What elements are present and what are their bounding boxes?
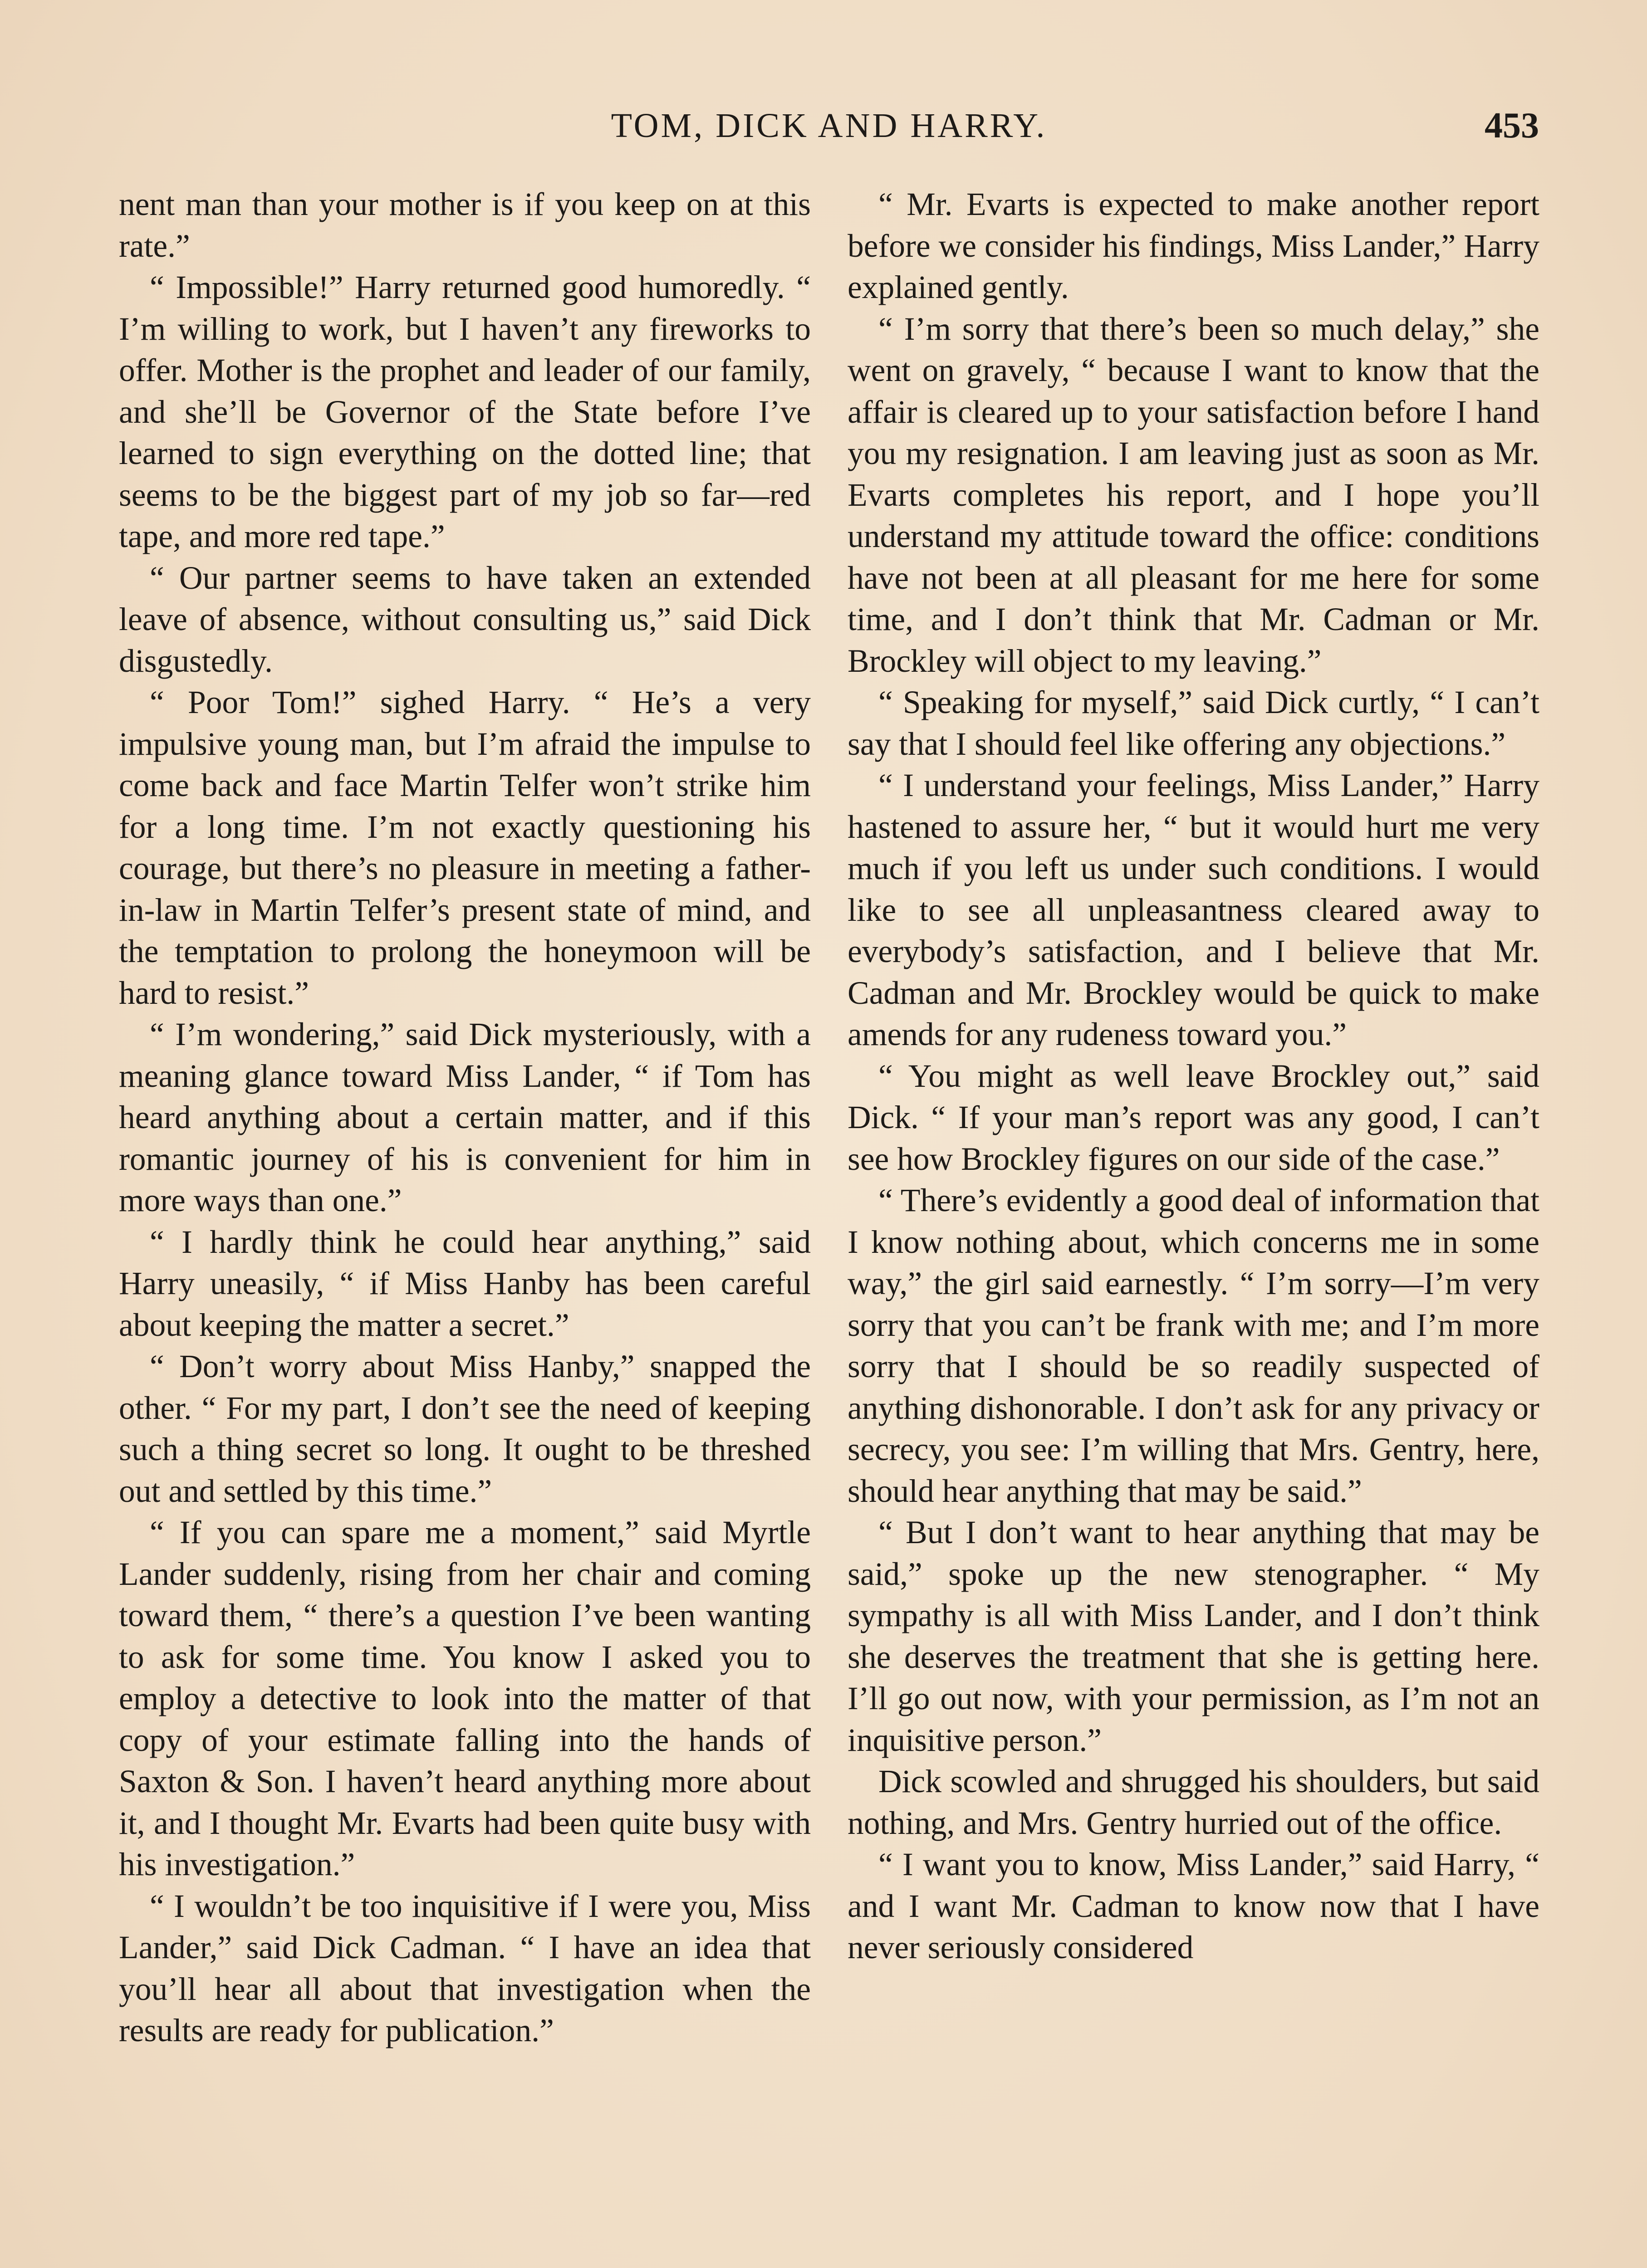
paragraph: “ I wouldn’t be too inquisitive if I were you, Miss Lander,” said Dick Cadman. “ I have an idea that you’ll hear all about that investigation when the results are ready for publication.” [119, 1888, 811, 2048]
paragraph: “ Don’t worry about Miss Hanby,” snapped the other. “ For my part, I don’t see the need of keeping such a thing secret so long. It ought to be threshed out and settled by this time.” [119, 1349, 811, 1509]
paragraph: “ Impossible!” Harry returned good humoredly. “ I’m willing to work, but I haven’t any fireworks to offer. Mother is the prophet and leader of our family, and she’ll be Governor of the State before I’ve learned to sign everything on the dotted line; that seems to be the biggest part of my job so far—red tape, and more red tape.” [119, 269, 811, 554]
paragraph: “ Speaking for myself,” said Dick curtly, “ I can’t say that I should feel like offering any objections.” [848, 684, 1539, 762]
page-header [119, 101, 1539, 151]
paragraph: “ Our partner seems to have taken an extended leave of absence, without consulting us,” said Dick disgustedly. [119, 560, 811, 679]
paragraph: “ But I don’t want to hear anything that may be said,” spoke up the new stenographer. “ My sympathy is all with Miss Lander, and I don’t think she deserves the treatment that she is getting here. I’ll go out now, with your permission, as I’m not an inquisitive person.” [848, 1515, 1539, 1758]
paragraph: “ There’s evidently a good deal of information that I know nothing about, which concerns me in some way,” the girl said earnestly. “ I’m sorry—I’m very sorry that you can’t be frank with me; and I’m more sorry that I should be so readily suspected of anything dishonorable. I don’t ask for any privacy or secrecy, you see: I’m willing that Mrs. Gentry, here, should hear anything that may be said.” [848, 1183, 1539, 1509]
paragraph: “ You might as well leave Brockley out,” said Dick. “ If your man’s report was any good, I can’t see how Brockley figures on our side of the case.” [848, 1058, 1539, 1177]
paragraph: “ I’m wondering,” said Dick mysteriously, with a meaning glance toward Miss Lander, “ if Tom has heard anything about a certain matter, and if this romantic journey of his is convenient for him in more ways than one.” [119, 1017, 811, 1218]
paragraph: “ Poor Tom!” sighed Harry. “ He’s a very impulsive young man, but I’m afraid the impulse to come back and face Martin Telfer won’t strike him for a long time. I’m not exactly questioning his courage, but there’s no pleasure in meeting a father-in-law in Martin Telfer’s present state of mind, and the temptation to prolong the honeymoon will be hard to resist.” [119, 684, 811, 1011]
paragraph: “ Mr. Evarts is expected to make another report before we consider his findings, Miss Lander,” Harry explained gently. [848, 186, 1539, 305]
paragraph: Dick scowled and shrugged his shoulders, but said nothing, and Mrs. Gentry hurried out of the office. [848, 1764, 1539, 1841]
page-number: 453 [1485, 106, 1539, 146]
paragraph: “ I want you to know, Miss Lander,” said Harry, “ and I want Mr. Cadman to know now that I have never seriously considered [848, 1847, 1539, 1965]
paragraph: nent man than your mother is if you keep on at this rate.” [119, 186, 811, 264]
paragraph: “ I’m sorry that there’s been so much delay,” she went on gravely, “ because I want to know that the affair is cleared up to your satisfaction before I hand you my resignation. I am leaving just as soon as Mr. Evarts completes his report, and I hope you’ll understand my attitude toward the office: conditions have not been at all pleasant for me here for some time, and I don’t think that Mr. Cadman or Mr. Brockley will object to my leaving.” [848, 311, 1539, 679]
paragraph: “ If you can spare me a moment,” said Myrtle Lander suddenly, rising from her chair and coming toward them, “ there’s a question I’ve been wanting to ask for some time. You know I asked you to employ a detective to look into the matter of that copy of your estimate falling into the hands of Saxton & Son. I haven’t heard anything more about it, and I thought Mr. Evarts had been quite busy with his investigation.” [119, 1515, 811, 1882]
left-column [119, 184, 811, 2052]
paragraph: “ I hardly think he could hear anything,” said Harry uneasily, “ if Miss Hanby has been careful about keeping the matter a secret.” [119, 1224, 811, 1343]
paragraph: “ I understand your feelings, Miss Lander,” Harry hastened to assure her, “ but it would hurt me very much if you left us under such conditions. I would like to see all unpleasantness cleared away to everybody’s satisfaction, and I believe that Mr. Cadman and Mr. Brockley would be quick to make amends for any rudeness toward you.” [848, 767, 1539, 1052]
right-column [848, 184, 1539, 1969]
running-title: TOM, DICK AND HARRY. [611, 107, 1047, 145]
